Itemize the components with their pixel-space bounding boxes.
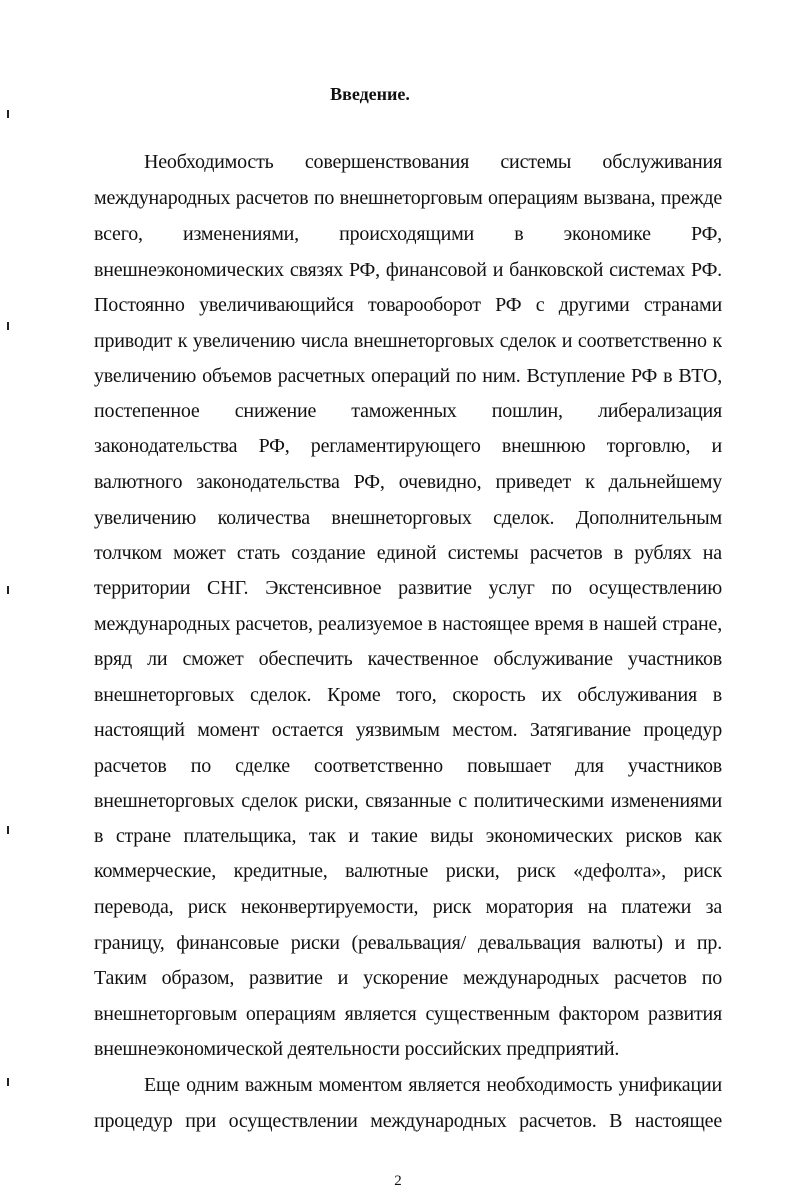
paragraph-line: вряд ли сможет обеспечить качественное обслуживание участников bbox=[94, 648, 722, 670]
paragraph-line: Постоянно увеличивающийся товарооборот РФ с другими странами bbox=[94, 294, 722, 316]
paragraph-line: законодательства РФ, регламентирующего внешнюю торговлю, и bbox=[94, 435, 722, 457]
paragraph-line: увеличению объемов расчетных операций по ним. Вступление РФ в ВТО, bbox=[94, 365, 722, 387]
margin-mark bbox=[7, 110, 9, 118]
paragraph-line: толчком может стать создание единой системы расчетов в рублях на bbox=[94, 542, 722, 564]
paragraph-line: валютного законодательства РФ, очевидно, приведет к дальнейшему bbox=[94, 471, 722, 493]
paragraph-line: внешнеторговых сделок. Кроме того, скорость их обслуживания в bbox=[94, 684, 722, 706]
paragraph-line: коммерческие, кредитные, валютные риски, риск «дефолта», риск bbox=[94, 860, 722, 882]
paragraph-line: внешнеторговым операциям является существенным фактором развития bbox=[94, 1003, 722, 1025]
paragraph-line: Таким образом, развитие и ускорение международных расчетов по bbox=[94, 967, 722, 989]
paragraph-line: Необходимость совершенствования системы обслуживания bbox=[144, 151, 722, 173]
paragraph-line: внешнеэкономических связях РФ, финансовой и банковской системах РФ. bbox=[94, 259, 722, 281]
margin-mark bbox=[7, 322, 9, 330]
section-title: Введение. bbox=[330, 84, 410, 104]
margin-mark bbox=[7, 826, 9, 834]
paragraph-line: всего, изменениями, происходящими в экономике РФ, bbox=[94, 223, 722, 245]
paragraph-line: границу, финансовые риски (ревальвация/ девальвация валюты) и пр. bbox=[94, 932, 722, 954]
page-number: 2 bbox=[394, 1173, 402, 1189]
paragraph-line: приводит к увеличению числа внешнеторговых сделок и соответственно к bbox=[94, 330, 722, 352]
paragraph-line: территории СНГ. Экстенсивное развитие услуг по осуществлению bbox=[94, 577, 722, 599]
margin-mark bbox=[7, 1078, 9, 1086]
paragraph-line: процедур при осуществлении международных расчетов. В настоящее bbox=[94, 1110, 722, 1132]
paragraph-line: международных расчетов по внешнеторговым операциям вызвана, прежде bbox=[94, 187, 722, 209]
paragraph-line: настоящий момент остается уязвимым местом. Затягивание процедур bbox=[94, 719, 722, 741]
paragraph-line: внешнеторговых сделок риски, связанные с политическими изменениями bbox=[94, 790, 722, 812]
paragraph-line: внешнеэкономической деятельности российских предприятий. bbox=[94, 1038, 620, 1060]
paragraph-line: Еще одним важным моментом является необходимость унификации bbox=[144, 1074, 722, 1096]
margin-mark bbox=[7, 586, 9, 594]
paragraph-line: постепенное снижение таможенных пошлин, либерализация bbox=[94, 400, 722, 422]
paragraph-line: увеличению количества внешнеторговых сделок. Дополнительным bbox=[94, 507, 722, 529]
paragraph-line: перевода, риск неконвертируемости, риск моратория на платежи за bbox=[94, 896, 722, 918]
paragraph-line: расчетов по сделке соответственно повышает для участников bbox=[94, 755, 722, 777]
paragraph-line: международных расчетов, реализуемое в настоящее время в нашей стране, bbox=[94, 613, 722, 635]
paragraph-line: в стране плательщика, так и такие виды экономических рисков как bbox=[94, 825, 722, 847]
